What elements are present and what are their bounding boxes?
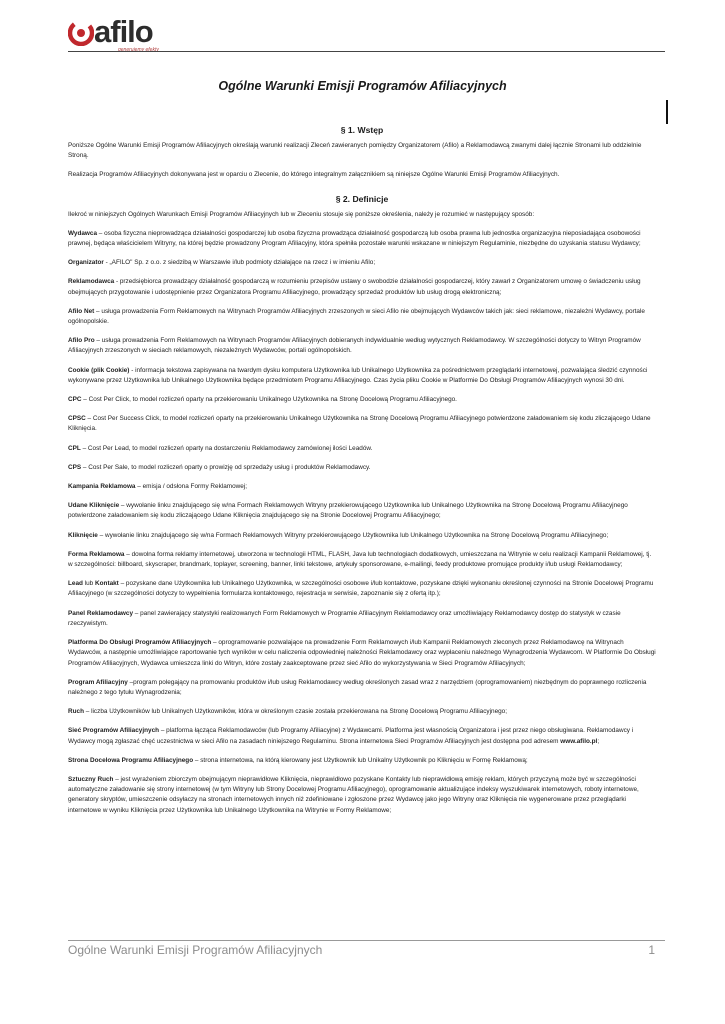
definition-item — [68, 678, 656, 698]
definition-item — [68, 307, 656, 327]
definition-term: Strona Docelowa Programu Afiliacyjnego — [68, 756, 194, 764]
definition-item — [68, 501, 656, 521]
page-number: 1 — [648, 943, 655, 957]
definition-text: –program polegający na promowaniu produktów i/lub usług Reklamodawcy według określonych zasad wraz z narzędziem (oprogramowaniem) niezbędnym do poprawnego rozliczenia należnego z tego tytułu Wynagrodzenia; — [68, 678, 647, 696]
definition-term: CPL — [68, 444, 81, 452]
definition-item — [68, 531, 656, 541]
definition-term: Forma Reklamowa — [68, 550, 125, 558]
logo-tagline: generujemy efekty — [118, 47, 159, 53]
definition-item — [68, 550, 656, 570]
definition-item — [68, 775, 656, 816]
definition-text: – Cost Per Click, to model rozliczeń oparty na przekierowaniu Unikalnego Użytkownika na Stronę Docelową Programu Afiliacyjnego. — [81, 396, 457, 404]
definitions-list — [68, 229, 656, 816]
definition-item — [68, 229, 656, 249]
definition-term: Organizator — [68, 259, 104, 267]
afilo-logo — [68, 14, 188, 53]
definition-text: – emisja / odsłona Formy Reklamowej; — [135, 483, 248, 491]
definition-item — [68, 395, 656, 405]
definition-term: Program Afiliacyjny — [68, 678, 128, 686]
website-link[interactable]: www.afilo.pl — [560, 737, 598, 745]
definition-text: – jest wyrażeniem zbiorczym obejmującym nieprawidłowe Kliknięcia, nieprawidłowo pozyskane Kontakty lub nieprawidłową emisję reklam, których przyczyną może być w szczególności automatyczne załadowanie się strony internetowej (w tym Witryny lub Strony Docelowej Programu Afiliacyjnego), oprogramowanie aktualizujące indeksy wyszukiwarek internetowych, roboty internetowe, generatory skryptów, umieszczenie odsyłaczy na stronach internetowych innych niż zdefiniowane i zgłoszone przez Wydawcę jako jego Witryny oraz Kliknięcia nie wygenerowane przez przeglądarki internetowe w wyniku Kliknięcia przez Użytkownika lub Unikalnego Użytkownika na Witrynie w Formy Reklamowe; — [68, 775, 639, 814]
footer-title: Ogólne Warunki Emisji Programów Afiliacyjnych — [68, 943, 323, 957]
definition-text: – Cost Per Lead, to model rozliczeń oparty na dostarczeniu Reklamodawcy zamówionej ilości Leadów. — [80, 444, 373, 452]
definition-text: – usługa prowadzenia Form Reklamowych na Witrynach Programów Afiliacyjnych zrzeszonych w sieci Afilo nie obejmujących Wydawców takich jak: sieci reklamowe, niezależni Wydawcy, portale ogólnopolskie. — [68, 307, 645, 326]
definition-text: – panel zawierający statystyki realizowanych Form Reklamowych w Programie Afiliacyjnym Reklamodawcy oraz umożliwiający Reklamodawcy dostęp do statystyk w czasie rzeczywistym. — [68, 609, 621, 627]
definition-text: – Cost Per Success Click, to model rozliczeń oparty na przekierowaniu Unikalnego Użytkownika na Stronę Docelową Programu Afiliacyjnego potwierdzone załadowaniem się kodu zliczającego Udane Kliknięcia. — [68, 415, 651, 433]
definition-term: Cookie (plik Cookie) — [68, 366, 130, 374]
definition-item — [68, 726, 656, 746]
text-cursor — [666, 100, 668, 124]
definition-term: Panel Reklamodawcy — [68, 609, 134, 617]
definition-term: Sztuczny Ruch — [68, 775, 114, 783]
afilo-logo-mark-icon — [68, 20, 94, 46]
definition-term: Kampania Reklamowa — [68, 483, 136, 491]
definition-term: Kliknięcie — [68, 531, 98, 539]
definition-text: – strona internetowa, na którą kierowany jest Użytkownik lub Unikalny Użytkownik po Kliknięciu w Formę Reklamową; — [193, 756, 528, 764]
definition-item — [68, 258, 656, 268]
definition-item — [68, 277, 656, 297]
document-title: Ogólne Warunki Emisji Programów Afiliacyjnych — [218, 79, 507, 93]
definition-text: - „AFILO" Sp. z o.o. z siedzibą w Warszawie i/lub podmioty działające na rzecz i w imieniu Afilo; — [103, 259, 376, 267]
section-1-paragraph: Poniższe Ogólne Warunki Emisji Programów Afiliacyjnych określają warunki realizacji Zleceń zawieranych pomiędzy Organizatorem (Afilo) a Reklamodawcą zwanymi dalej łącznie Stronami lub oddzielnie Stroną. — [68, 142, 642, 160]
definition-text: – usługa prowadzenia Form Reklamowych na Witrynach Programów Afiliacyjnych dobieranych indywidualnie według wytycznych Reklamodawcy. W szczególności dotyczy to Witryn Programów Afiliacyjnych zrzeszonych w sieciach reklamowych, niezależnych Wydawców, portali ogólnopolskich. — [68, 337, 641, 355]
section-1-heading: § 1. Wstęp — [340, 125, 384, 135]
definition-item — [68, 463, 656, 473]
definition-term: Lead — [68, 580, 83, 588]
definition-item — [68, 707, 656, 717]
document-body — [68, 124, 656, 825]
definition-term: Ruch — [68, 708, 84, 716]
footer-divider — [68, 940, 665, 941]
definition-text: – osoba fizyczna nieprowadząca działalności gospodarczej lub osoba fizyczna prowadząca działalność gospodarczą lub osoba prawna lub jednostka organizacyjna nieposiadająca osobowości prawnej, będąca właścicielem Witryny, na której będzie prowadzony Program Afiliacyjny, która spełniła pozostałe warunki wskazane w niniejszym Regulaminie, niezbędne do uzyskania statusu Wydawcy; — [68, 229, 641, 248]
definition-item — [68, 638, 656, 669]
definition-term: CPSC — [68, 415, 86, 423]
definition-text: – wywołanie linku znajdującego się w/na Formach Reklamowych Witryny przekierowującego Użytkownika lub Unikalnego Użytkownika na Stronę Docelową Programu Afiliacyjnego; — [97, 531, 609, 539]
definition-item — [68, 414, 656, 434]
definition-text: – oprogramowanie pozwalające na prowadzenie Form Reklamowych i/lub Kampanii Reklamowych zleconych przez Reklamodawcę na Witrynach Wydawców, a następnie umożliwiające raportowanie tych wyników w celu naliczenia odpowiedniej należności Reklamodawcy oraz wypłaceniu należnego Wynagrodzenia Wydawcom. W Platformie Do Obsługi Programów Afiliacyjnych, Wydawca umieszcza linki do Witryn, które zostały zaakceptowane przez sieć Afilo do wykorzystywania w Sieci Programów Afiliacyjnych; — [68, 639, 656, 667]
definition-term: Udane Kliknięcie — [68, 502, 120, 510]
definition-text: – pozyskane dane Użytkownika lub Unikalnego Użytkownika, w szczególności osobowe i/lub kontaktowe, pozyskane dzięki wykonaniu określonej czynności na Stronie Docelowej Programu Afiliacyjnego (w szczególności dotyczy to wypełnienia formularza kontaktowego, rejestracja w serwisie, zapoznanie się z ofertą itp.); — [68, 580, 654, 598]
definition-item — [68, 444, 656, 454]
definition-term: Platforma Do Obsługi Programów Afiliacyjnych — [68, 639, 212, 647]
definition-term: Kontakt — [95, 580, 119, 588]
definition-term: CPC — [68, 396, 82, 404]
definition-text: – liczba Użytkowników lub Unikalnych Użytkowników, która w określonym czasie została przekierowana na Stronę Docelową Programu Afiliacyjnego; — [83, 708, 508, 716]
definition-text: - przedsiębiorca prowadzący działalność gospodarczą w rozumieniu przepisów ustawy o swobodzie działalności gospodarczej, który zawarł z Organizatorem umowę o świadczeniu usług obejmujących przygotowanie i udostępnienie przez Organizatora Programu Afiliacyjnego, prowadzący sprzedaż produktów lub usług drogą elektroniczną; — [68, 278, 641, 296]
definition-term: CPS — [68, 463, 82, 471]
definition-text: – platforma łącząca Reklamodawców (lub Programy Afiliacyjne) z Wydawcami. Platforma jest własnością Organizatora i jest przez niego obsługiwana. Reklamodawcy i Wydawcy mogą zgłaszać chęć uczestnictwa w sieci Afilo na zasadach niniejszego Regulaminu. Strona internetowa Sieci Programów Afiliacyjnych jest dostępna pod adresem — [68, 727, 634, 745]
definition-item — [68, 482, 656, 492]
definition-term: Wydawca — [68, 229, 98, 237]
definition-term: Afilo Pro — [68, 337, 95, 345]
definition-text: – Cost Per Sale, to model rozliczeń oparty o prowizję od sprzedaży usług i produktów Reklamodawcy. — [81, 463, 371, 471]
definition-item — [68, 579, 656, 599]
section-2-intro: Ilekroć w niniejszych Ogólnych Warunkach Emisji Programów Afiliacyjnych lub w Zleceniu stosuje się poniższe określenia, należy je rozumieć w następujący sposób: — [68, 210, 535, 218]
definition-tail: ; — [597, 737, 600, 745]
logo-text: afilo — [94, 14, 153, 49]
section-2-heading: § 2. Definicje — [335, 193, 389, 204]
definition-term: Reklamodawca — [68, 278, 115, 286]
definition-term: Afilo Net — [68, 307, 95, 315]
definition-item — [68, 756, 656, 766]
definition-text: – dowolna forma reklamy internetowej, utworzona w technologii HTML, FLASH, Java lub technologiach dodatkowych, umieszczana na Witrynie w celu realizacji Kampanii Reklamowej, tj. w szczególności: billboard, skyscraper, brandmark, toplayer, screening, banner, linki tekstowe, artykuły sponsorowane, e-mailingi, feedy produktowe promujące produkty i/lub usługi Reklamodawcy; — [68, 550, 652, 569]
definition-connector: lub — [82, 580, 96, 588]
definition-term: Sieć Programów Afiliacyjnych — [68, 727, 160, 735]
definition-item — [68, 366, 656, 386]
definition-text: – wywołanie linku znajdującego się w/na Formach Reklamowych Witryny przekierowującego Użytkownika lub Unikalnego Użytkownika na Stronę Docelową Programu Afiliacyjnego potwierdzone załadowaniem się kodu zliczającego Udane Kliknięcia znajdującego się na Stronie Docelowej Programu Afiliacyjnego; — [68, 502, 628, 520]
definition-item — [68, 609, 656, 629]
definition-text: - informacja tekstowa zapisywana na twardym dysku komputera Użytkownika lub Unikalnego Użytkownika za pośrednictwem przeglądarki internetowej, pozwalająca śledzić czynności wykonywane przez Użytkownika lub Unikalnego Użytkownika będące przedmiotem Programu Afiliacyjnego. Czas życia pliku Cookie w Platformie Do Obsługi Programów Afiliacyjnych wynosi 30 dni. — [68, 366, 648, 384]
definition-item — [68, 336, 656, 356]
section-1-paragraph: Realizacja Programów Afiliacyjnych dokonywana jest w oparciu o Zlecenie, do którego integralnym załącznikiem są niniejsze Ogólne Warunki Emisji Programów Afiliacyjnych. — [68, 171, 560, 179]
header-divider — [68, 51, 665, 52]
